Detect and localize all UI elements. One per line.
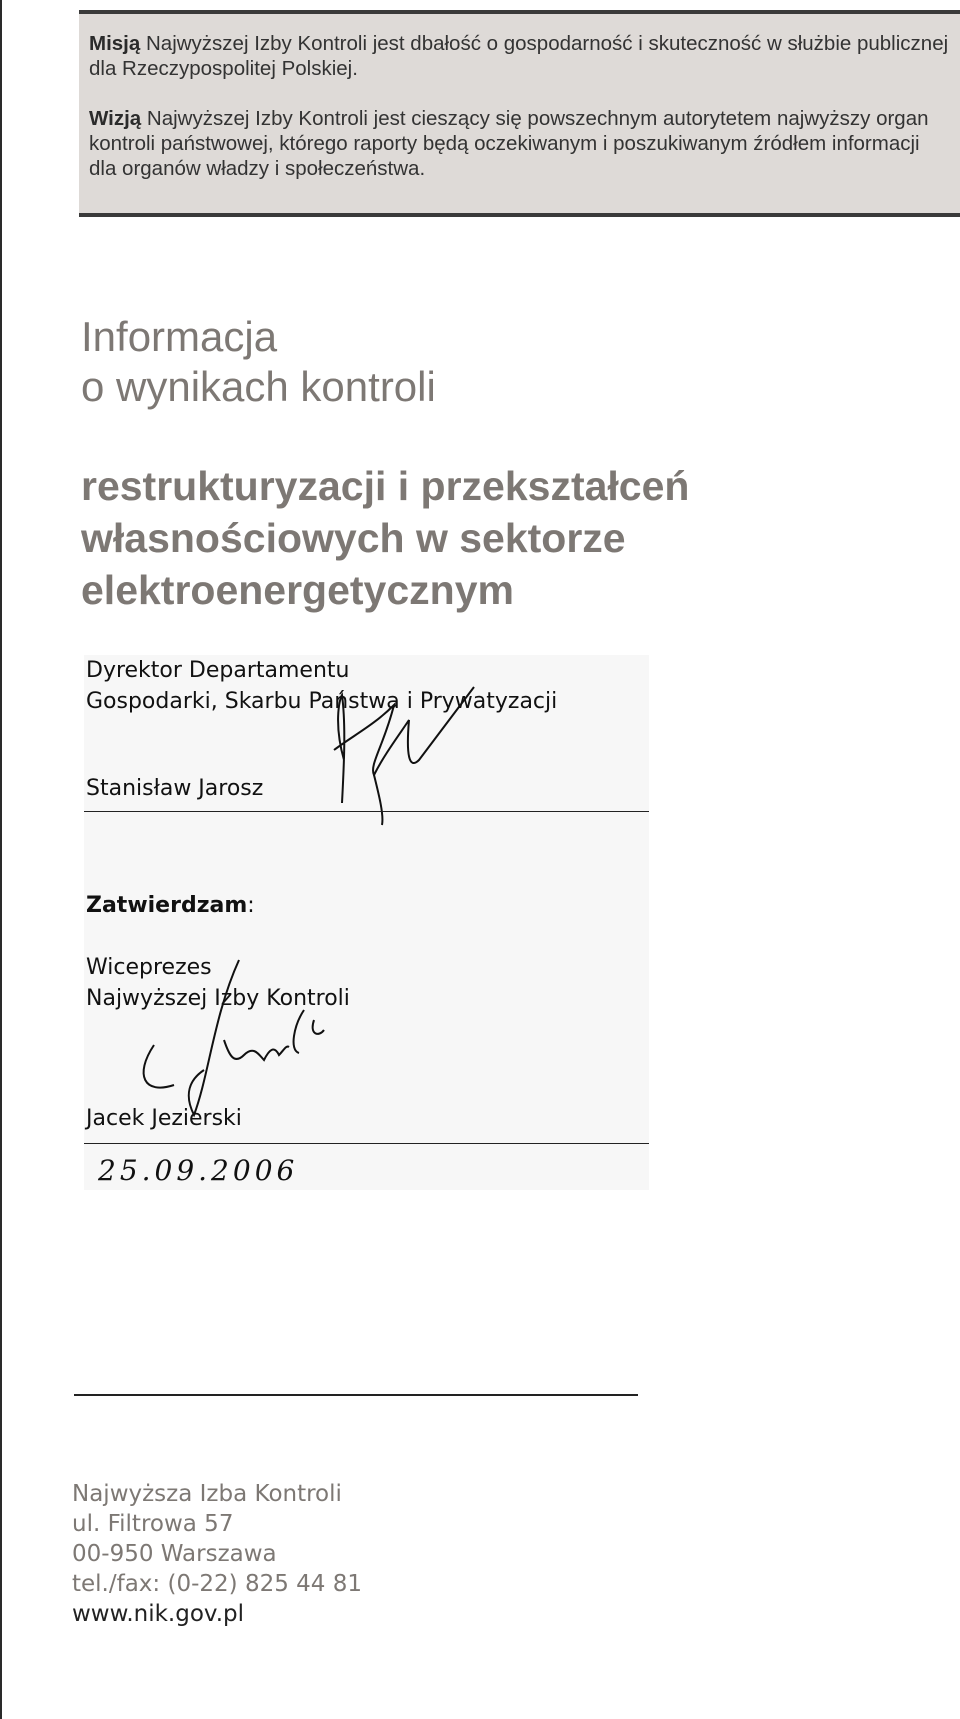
left-margin-rule bbox=[0, 0, 2, 1719]
vision-text: Najwyższej Izby Kontroli jest cieszący się powszechnym autorytetem najwyższy organ kontroli państwowej, którego raporty będą oczekiwanym i poszukiwanym źródłem informacji dla organów władzy i społeczeństwa. bbox=[89, 107, 929, 180]
mission-vision-box bbox=[79, 10, 960, 217]
director-signature-rule bbox=[84, 811, 649, 812]
document-type bbox=[81, 312, 436, 412]
director-title-line-1: Dyrektor Departamentu bbox=[86, 658, 350, 683]
website-link[interactable]: www.nik.gov.pl bbox=[72, 1601, 245, 1627]
document-subject bbox=[81, 460, 881, 616]
director-name: Stanisław Jarosz bbox=[86, 776, 264, 801]
address-city: 00-950 Warszawa bbox=[72, 1541, 277, 1567]
address-block bbox=[72, 1479, 362, 1629]
approve-label: Zatwierdzam bbox=[86, 893, 248, 918]
approve-heading bbox=[86, 890, 255, 921]
document-type-line-2: o wynikach kontroli bbox=[81, 363, 436, 410]
approve-colon: : bbox=[247, 893, 255, 918]
vp-name: Jacek Jezierski bbox=[86, 1106, 242, 1131]
document-subject-line-1: restrukturyzacji i przekształceń bbox=[81, 463, 690, 509]
vp-signature-rule bbox=[84, 1143, 649, 1144]
mission-text: Najwyższej Izby Kontroli jest dbałość o gospodarność i skuteczność w służbie publicznej dla Rzeczypospolitej Polskiej. bbox=[89, 32, 949, 80]
vp-title-line-1: Wiceprezes bbox=[86, 955, 212, 980]
vision-label: Wizją bbox=[89, 107, 142, 130]
mission-paragraph bbox=[89, 31, 950, 81]
document-subject-line-3: elektroenergetycznym bbox=[81, 567, 514, 613]
footer-divider bbox=[74, 1394, 638, 1396]
signature-scan bbox=[84, 655, 649, 1190]
director-title-line-2: Gospodarki, Skarbu Państwa i Prywatyzacji bbox=[86, 689, 558, 714]
director-signature-image bbox=[234, 665, 494, 825]
address-org: Najwyższa Izba Kontroli bbox=[72, 1481, 342, 1507]
handwritten-date: 25.09.2006 bbox=[98, 1154, 299, 1187]
vision-paragraph bbox=[89, 106, 950, 181]
vp-title-line-2: Najwyższej Izby Kontroli bbox=[86, 986, 350, 1011]
mission-label: Misją bbox=[89, 32, 141, 55]
document-subject-line-2: własnościowych w sektorze bbox=[81, 515, 626, 561]
vice-president-signature-image bbox=[114, 955, 374, 1125]
address-phone: tel./fax: (0-22) 825 44 81 bbox=[72, 1571, 362, 1597]
document-type-line-1: Informacja bbox=[81, 313, 278, 360]
address-street: ul. Filtrowa 57 bbox=[72, 1511, 234, 1537]
